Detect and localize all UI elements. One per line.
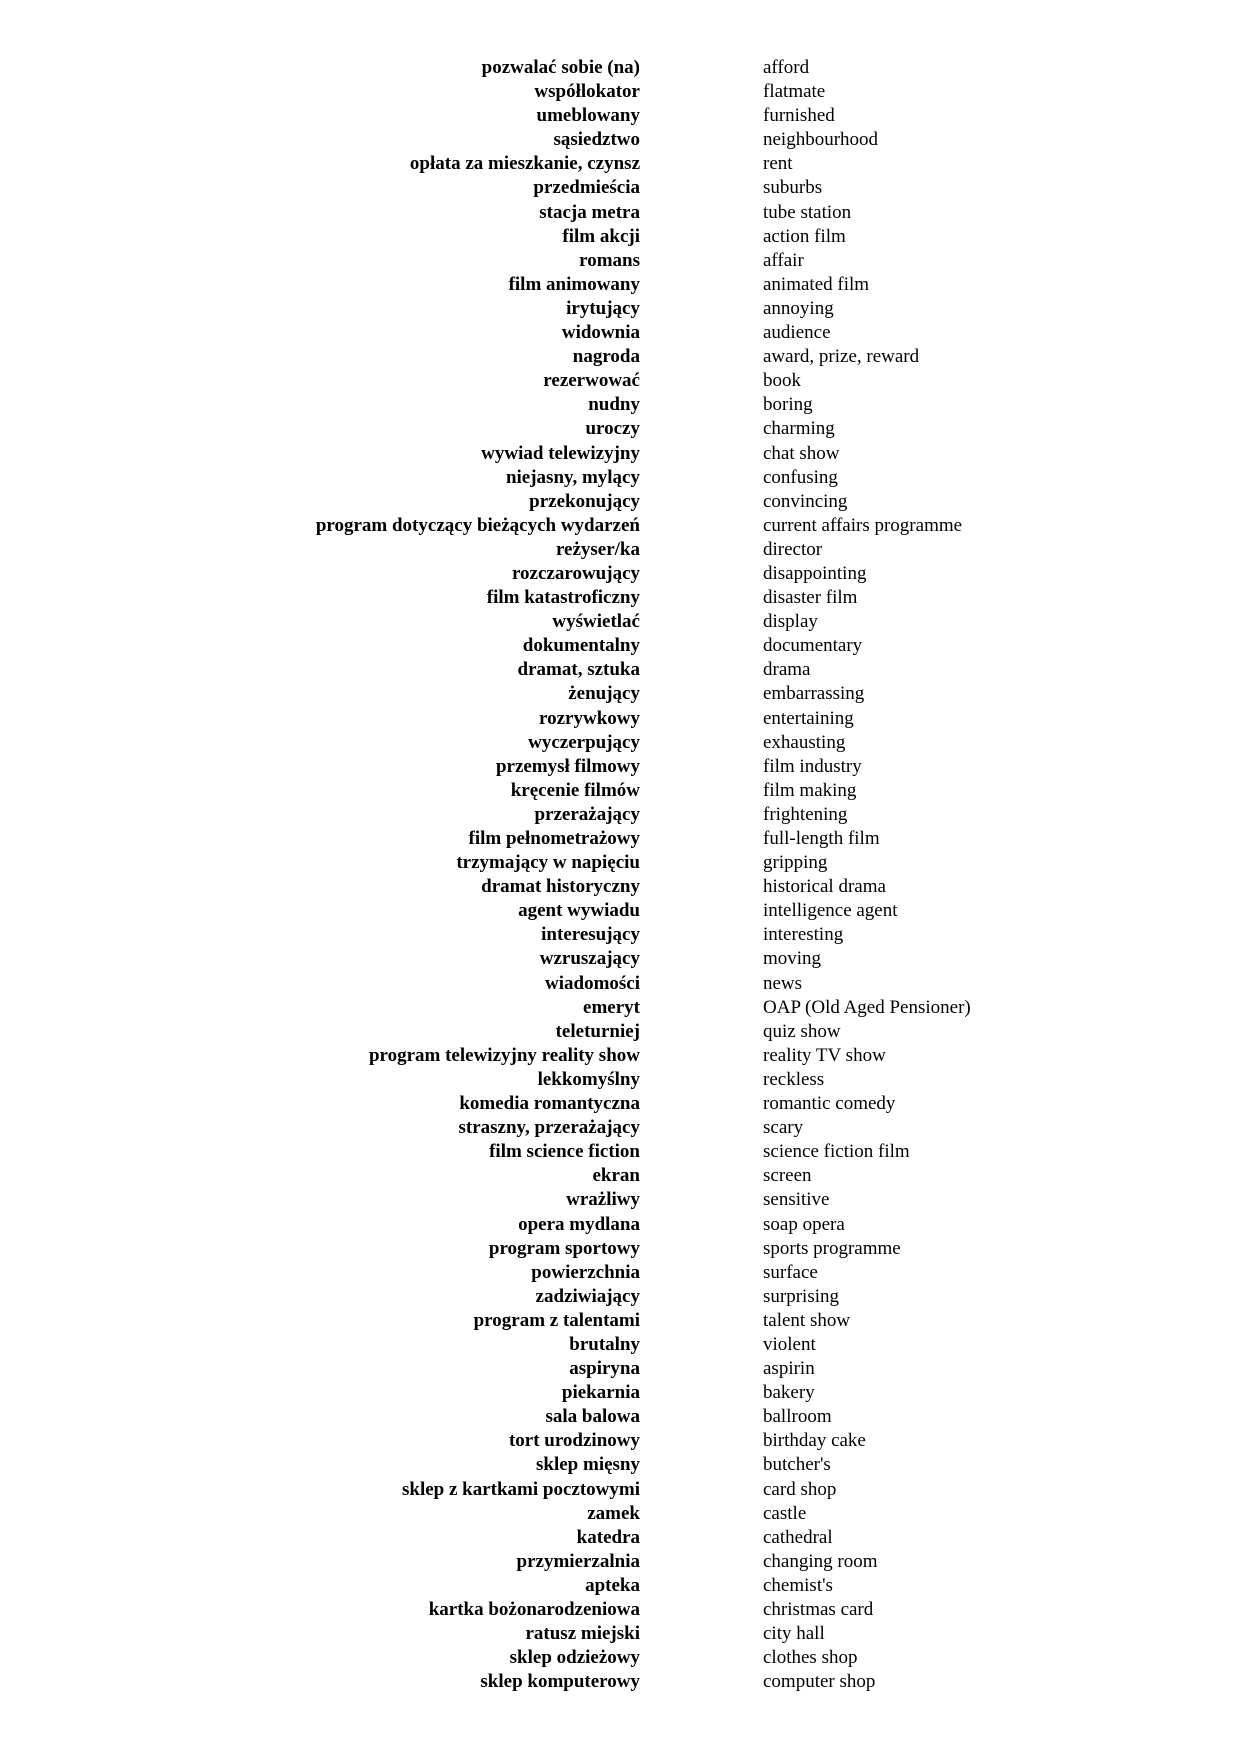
vocab-row — [0, 1453, 1240, 1477]
english-term: clothes shop — [763, 1647, 858, 1669]
vocab-row — [0, 1622, 1240, 1646]
polish-term: ratusz miejski — [525, 1623, 640, 1645]
english-term: bakery — [763, 1382, 815, 1404]
english-term: moving — [763, 948, 822, 970]
english-term: screen — [763, 1165, 812, 1187]
english-term: news — [763, 972, 803, 994]
english-term: card shop — [763, 1478, 837, 1500]
polish-term: przemysł filmowy — [495, 755, 640, 777]
vocab-row — [0, 562, 1240, 586]
english-term: disappointing — [763, 562, 867, 584]
polish-term: wrażliwy — [566, 1189, 640, 1211]
polish-term: brutalny — [569, 1333, 640, 1355]
vocab-row — [0, 466, 1240, 490]
vocab-row — [0, 321, 1240, 345]
english-term: talent show — [763, 1309, 851, 1331]
vocab-row — [0, 1550, 1240, 1574]
vocab-row — [0, 297, 1240, 321]
polish-term: film akcji — [562, 225, 640, 247]
polish-term: powierzchnia — [531, 1261, 640, 1283]
polish-term: sala balowa — [545, 1406, 640, 1428]
vocab-row — [0, 1237, 1240, 1261]
polish-term: sklep odzieżowy — [509, 1647, 640, 1669]
vocab-row — [0, 490, 1240, 514]
polish-term: widownia — [561, 322, 640, 344]
english-term: birthday cake — [763, 1430, 866, 1452]
english-term: surprising — [763, 1285, 839, 1307]
english-term: drama — [763, 659, 811, 681]
english-term: entertaining — [763, 707, 854, 729]
polish-term: sklep komputerowy — [480, 1671, 640, 1693]
vocab-row — [0, 369, 1240, 393]
english-term: annoying — [763, 297, 834, 319]
vocab-row — [0, 1357, 1240, 1381]
polish-term: piekarnia — [561, 1382, 640, 1404]
english-term: reckless — [763, 1068, 825, 1090]
english-term: OAP (Old Aged Pensioner) — [763, 996, 971, 1018]
polish-term: program sportowy — [488, 1237, 640, 1259]
vocab-row — [0, 610, 1240, 634]
english-term: full-length film — [763, 828, 880, 849]
english-term: scary — [763, 1117, 804, 1139]
english-term: historical drama — [763, 876, 886, 898]
vocab-row — [0, 1188, 1240, 1212]
polish-term: dramat, sztuka — [517, 659, 640, 681]
polish-term: film animowany — [508, 273, 640, 295]
polish-term: wiadomości — [545, 972, 640, 994]
english-term: sensitive — [763, 1189, 830, 1211]
vocab-row — [0, 1526, 1240, 1550]
vocab-row — [0, 1405, 1240, 1429]
polish-term: pozwalać sobie (na) — [481, 57, 640, 78]
vocab-row — [0, 128, 1240, 152]
polish-term: apteka — [585, 1574, 640, 1596]
english-term: film making — [763, 779, 857, 801]
polish-term: kartka bożonarodzeniowa — [428, 1599, 640, 1620]
english-term: action film — [763, 225, 846, 247]
vocab-row — [0, 1429, 1240, 1453]
english-term: animated film — [763, 273, 870, 295]
vocab-row — [0, 225, 1240, 249]
polish-term: program dotyczący bieżących wydarzeń — [315, 514, 640, 536]
vocab-row — [0, 923, 1240, 947]
vocab-row — [0, 1333, 1240, 1357]
polish-term: tort urodzinowy — [508, 1430, 640, 1452]
english-term: science fiction film — [763, 1141, 910, 1163]
polish-term: lekkomyślny — [537, 1068, 640, 1090]
vocab-row — [0, 682, 1240, 706]
polish-term: reżyser/ka — [555, 538, 640, 560]
vocab-row — [0, 851, 1240, 875]
english-term: film industry — [763, 755, 862, 777]
vocab-row — [0, 273, 1240, 297]
english-term: interesting — [763, 924, 844, 946]
polish-term: dramat historyczny — [481, 876, 640, 898]
english-term: surface — [763, 1261, 818, 1283]
english-term: current affairs programme — [763, 514, 963, 536]
polish-term: przymierzalnia — [516, 1550, 640, 1572]
polish-term: teleturniej — [555, 1020, 640, 1042]
polish-term: emeryt — [583, 996, 640, 1018]
polish-term: film science fiction — [489, 1141, 640, 1163]
polish-term: rozczarowujący — [511, 562, 640, 584]
english-term: confusing — [763, 466, 838, 488]
vocab-row — [0, 1020, 1240, 1044]
polish-term: przedmieścia — [533, 177, 640, 199]
vocab-row — [0, 176, 1240, 200]
polish-term: program telewizyjny reality show — [368, 1044, 640, 1066]
vocab-row — [0, 1309, 1240, 1333]
polish-term: wyświetlać — [552, 611, 640, 633]
polish-term: aspiryna — [569, 1358, 640, 1380]
english-term: computer shop — [763, 1671, 876, 1693]
vocab-row — [0, 393, 1240, 417]
vocab-row — [0, 1116, 1240, 1140]
english-term: affair — [763, 249, 804, 271]
english-term: book — [763, 370, 801, 392]
english-term: aspirin — [763, 1358, 815, 1380]
polish-term: straszny, przerażający — [458, 1117, 640, 1139]
polish-term: sklep mięsny — [536, 1454, 640, 1476]
english-term: embarrassing — [763, 683, 865, 705]
polish-term: umeblowany — [536, 105, 640, 127]
polish-term: kręcenie filmów — [510, 779, 640, 801]
polish-term: wyczerpujący — [528, 731, 640, 753]
polish-term: film pełnometrażowy — [468, 828, 640, 849]
vocab-row — [0, 996, 1240, 1020]
english-term: award, prize, reward — [763, 346, 920, 368]
vocab-row — [0, 1044, 1240, 1068]
polish-term: opłata za mieszkanie, czynsz — [409, 153, 640, 175]
vocab-row — [0, 1068, 1240, 1092]
vocab-row — [0, 1478, 1240, 1502]
english-term: violent — [763, 1333, 816, 1355]
vocab-row — [0, 152, 1240, 176]
vocab-row — [0, 1213, 1240, 1237]
polish-term: stacja metra — [539, 201, 640, 223]
english-term: soap opera — [763, 1213, 845, 1235]
english-term: sports programme — [763, 1237, 901, 1259]
english-term: christmas card — [763, 1599, 874, 1620]
vocab-row — [0, 1574, 1240, 1598]
polish-term: zadziwiający — [535, 1285, 640, 1307]
english-term: display — [763, 611, 818, 633]
english-term: exhausting — [763, 731, 846, 753]
english-term: city hall — [763, 1623, 825, 1645]
vocab-row — [0, 514, 1240, 538]
vocab-row — [0, 875, 1240, 899]
polish-term: wywiad telewizyjny — [481, 442, 640, 464]
polish-term: katedra — [576, 1526, 640, 1548]
vocab-row — [0, 947, 1240, 971]
polish-term: rezerwować — [543, 370, 640, 392]
vocab-row — [0, 803, 1240, 827]
vocab-row — [0, 1092, 1240, 1116]
vocab-row — [0, 1381, 1240, 1405]
vocab-row — [0, 1646, 1240, 1670]
polish-term: niejasny, mylący — [505, 466, 640, 488]
polish-term: nagroda — [572, 346, 640, 368]
english-term: romantic comedy — [763, 1093, 896, 1115]
english-term: afford — [763, 57, 810, 78]
polish-term: żenujący — [568, 683, 640, 705]
polish-term: irytujący — [566, 297, 640, 319]
vocab-row — [0, 538, 1240, 562]
english-term: audience — [763, 322, 831, 344]
english-term: disaster film — [763, 587, 858, 609]
english-term: chat show — [763, 442, 840, 464]
polish-term: komedia romantyczna — [459, 1093, 640, 1115]
vocab-row — [0, 827, 1240, 851]
vocabulary-list — [0, 56, 1240, 1694]
english-term: chemist's — [763, 1574, 833, 1596]
english-term: castle — [763, 1502, 807, 1524]
polish-term: zamek — [587, 1502, 640, 1524]
english-term: neighbourhood — [763, 129, 879, 151]
vocab-row — [0, 1285, 1240, 1309]
english-term: reality TV show — [763, 1044, 886, 1066]
vocab-row — [0, 1164, 1240, 1188]
english-term: suburbs — [763, 177, 823, 199]
english-term: boring — [763, 394, 813, 416]
vocab-row — [0, 345, 1240, 369]
polish-term: program z talentami — [473, 1309, 640, 1331]
english-term: convincing — [763, 490, 848, 512]
vocab-row — [0, 201, 1240, 225]
vocab-row — [0, 1598, 1240, 1622]
vocab-row — [0, 417, 1240, 441]
polish-term: romans — [579, 249, 640, 271]
vocab-row — [0, 899, 1240, 923]
polish-term: wzruszający — [539, 948, 640, 970]
vocab-row — [0, 442, 1240, 466]
english-term: intelligence agent — [763, 900, 898, 922]
vocab-row — [0, 779, 1240, 803]
vocab-row — [0, 1670, 1240, 1694]
polish-term: opera mydlana — [518, 1213, 640, 1235]
english-term: flatmate — [763, 81, 826, 103]
polish-term: sklep z kartkami pocztowymi — [401, 1478, 640, 1500]
english-term: frightening — [763, 803, 848, 825]
polish-term: ekran — [592, 1165, 640, 1187]
polish-term: agent wywiadu — [518, 900, 640, 922]
vocab-row — [0, 1140, 1240, 1164]
vocab-row — [0, 634, 1240, 658]
english-term: tube station — [763, 201, 852, 223]
english-term: director — [763, 538, 823, 560]
polish-term: interesujący — [541, 924, 640, 946]
polish-term: trzymający w napięciu — [456, 852, 640, 874]
vocab-row — [0, 1502, 1240, 1526]
polish-term: sąsiedztwo — [553, 129, 640, 151]
polish-term: przerażający — [534, 803, 640, 825]
english-term: cathedral — [763, 1526, 833, 1548]
english-term: quiz show — [763, 1020, 841, 1042]
polish-term: film katastroficzny — [486, 587, 640, 609]
polish-term: dokumentalny — [522, 635, 640, 657]
vocab-row — [0, 755, 1240, 779]
vocab-row — [0, 56, 1240, 80]
polish-term: rozrywkowy — [539, 707, 640, 729]
polish-term: nudny — [588, 394, 640, 416]
english-term: furnished — [763, 105, 835, 127]
vocab-row — [0, 104, 1240, 128]
polish-term: uroczy — [585, 418, 640, 440]
vocab-row — [0, 972, 1240, 996]
english-term: charming — [763, 418, 835, 440]
polish-term: przekonujący — [529, 490, 640, 512]
polish-term: współlokator — [534, 81, 640, 103]
vocab-row — [0, 1261, 1240, 1285]
english-term: documentary — [763, 635, 863, 657]
english-term: rent — [763, 153, 793, 175]
vocab-row — [0, 707, 1240, 731]
english-term: changing room — [763, 1550, 878, 1572]
english-term: ballroom — [763, 1406, 832, 1428]
vocab-row — [0, 586, 1240, 610]
vocab-row — [0, 658, 1240, 682]
vocab-row — [0, 80, 1240, 104]
vocab-row — [0, 249, 1240, 273]
vocab-row — [0, 731, 1240, 755]
english-term: gripping — [763, 852, 828, 874]
english-term: butcher's — [763, 1454, 831, 1476]
